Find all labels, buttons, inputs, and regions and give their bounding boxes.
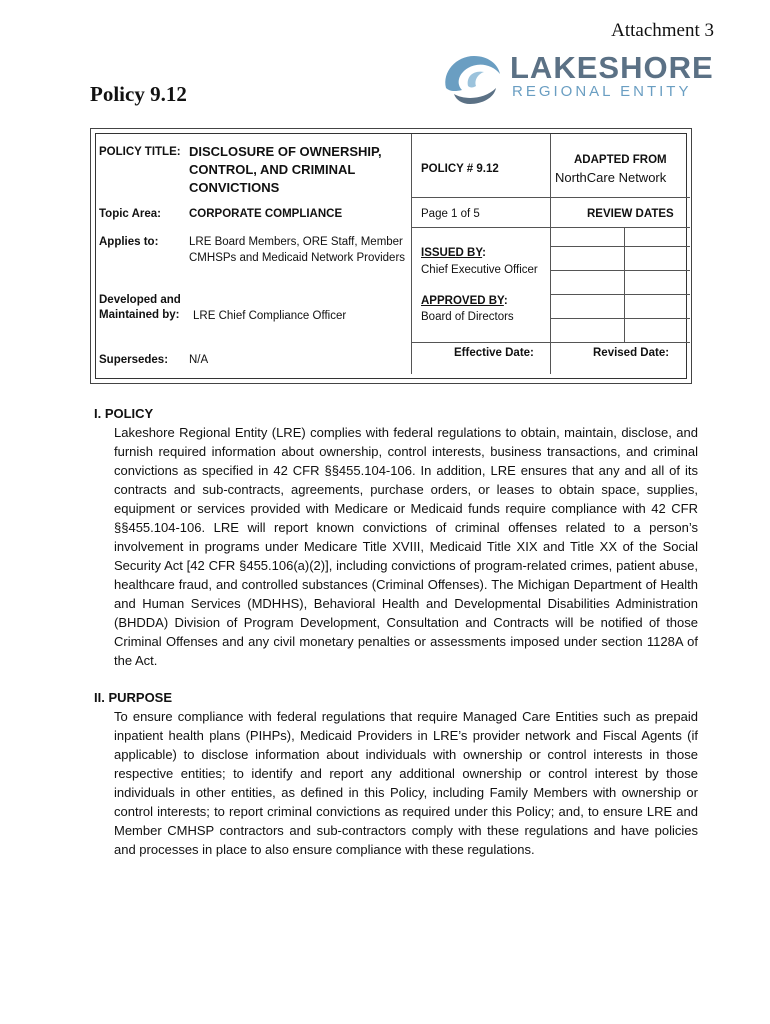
issued-by-value: Chief Executive Officer <box>421 264 538 276</box>
approved-by-value: Board of Directors <box>421 311 514 323</box>
developed-label-line-2: Maintained by: <box>99 309 180 321</box>
approved-by: APPROVED BY: <box>421 295 508 307</box>
lakeshore-logo <box>440 50 714 110</box>
applies-to-value-line-2: CMHSPs and Medicaid Network Providers <box>189 252 406 264</box>
policy-info-table-inner <box>95 133 687 379</box>
policy-number: POLICY # 9.12 <box>421 163 499 175</box>
review-dates-label: REVIEW DATES <box>587 208 674 220</box>
purpose-section-heading: II. PURPOSE <box>94 690 173 705</box>
revised-date-label: Revised Date: <box>593 347 670 359</box>
divider-review-4 <box>550 318 690 319</box>
adapted-from-label: ADAPTED FROM <box>574 154 667 166</box>
divider-review-1 <box>550 246 690 247</box>
divider-review-2 <box>550 270 690 271</box>
policy-title-value: DISCLOSURE OF OWNERSHIP, CONTROL, AND CRIMINAL CONVICTIONS <box>189 144 382 195</box>
effective-date-label: Effective Date: <box>454 347 534 359</box>
purpose-section-body: To ensure compliance with federal regulations that require Managed Care Entities such as prepaid inpatient health plans (PIHPs), Medicaid Providers in LRE’s provider network and Fiscal Agents (if applicable) to disclose information about individuals with ownership or control interests in those respective entities; to identify and report any additional ownership or control interest by those individuals in other entities, as defined in this Policy, including Family Members with ownership or control interests; to report criminal convictions as required under this Policy; and, to ensure LRE and Member CMHSP contractors and sub-contractors comply with these regulations and have policies and processes in place to also ensure compliance with these regulations. <box>114 709 698 857</box>
divider-col-2 <box>550 134 551 374</box>
topic-area-label: Topic Area: <box>99 208 161 220</box>
policy-heading: Policy 9.12 <box>90 82 187 106</box>
purpose-section <box>94 689 698 859</box>
adapted-from-value: NorthCare Network <box>555 170 667 185</box>
approved-by-label: APPROVED BY <box>421 295 504 307</box>
divider-row-2 <box>411 227 690 228</box>
applies-to-value-line-1: LRE Board Members, ORE Staff, Member <box>189 236 403 248</box>
attachment-label: Attachment 3 <box>611 20 714 41</box>
developed-label-line-1: Developed and <box>99 294 181 306</box>
issued-by-label: ISSUED BY <box>421 247 483 259</box>
logo-subname: REGIONAL ENTITY <box>512 83 692 100</box>
topic-area-value: CORPORATE COMPLIANCE <box>189 208 343 220</box>
logo-name: LAKESHORE <box>510 50 714 85</box>
supersedes-value: N/A <box>189 354 209 366</box>
issued-by: ISSUED BY: <box>421 247 486 259</box>
developed-value: LRE Chief Compliance Officer <box>193 310 347 322</box>
divider-row-1 <box>411 197 690 198</box>
divider-review <box>624 227 625 342</box>
policy-section <box>94 405 698 670</box>
applies-to-label: Applies to: <box>99 236 159 248</box>
policy-info-table <box>90 128 692 384</box>
page-info: Page 1 of 5 <box>421 208 480 220</box>
divider-row-3 <box>411 342 690 343</box>
supersedes-label: Supersedes: <box>99 354 169 366</box>
policy-section-heading: I. POLICY <box>94 406 154 421</box>
wave-logo-icon <box>440 50 506 106</box>
policy-section-body: Lakeshore Regional Entity (LRE) complies with federal regulations to obtain, maintain, disclose, and furnish required information about ownership, control interests, business transactions, and criminal convictions as specified in 42 CFR §§455.104-106. In addition, LRE ensures that any and all of its contracts and sub-contracts, agreements, purchase orders, or leases to obtain space, supplies, equipment or services provided with Medicare or Medicaid funds require compliance with 42 CFR §§455.104-106. LRE will report known convictions of criminal offenses related to a person’s involvement in programs under Medicare Title XVIII, Medicaid Title XIX and Title XX of the Social Security Act [42 CFR §455.106(a)(2)], including convictions of program-related crimes, patient abuse, healthcare fraud, and controlled substances (Criminal Offenses). The Michigan Department of Health and Human Services (MDHHS), Behavioral Health and Developmental Disabilities Administration (BHDDA) Division of Program Development, Consultation and Contracts will be notified of those Criminal Offenses and any civil monetary penalties or assessments imposed under section 1128A of the Act. <box>114 425 698 668</box>
divider-review-3 <box>550 294 690 295</box>
policy-title-label: POLICY TITLE: <box>99 146 181 158</box>
divider-col-1 <box>411 134 412 374</box>
